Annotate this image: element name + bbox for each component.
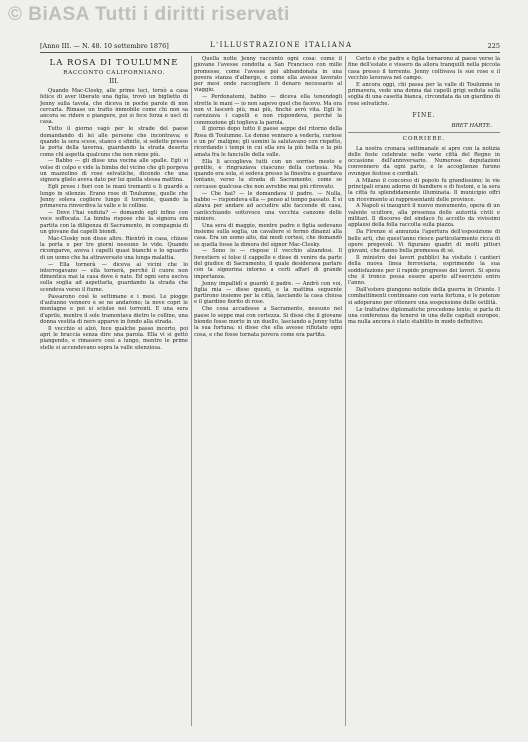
header-rule	[40, 52, 500, 53]
paragraph: Il vecchio si alzò, fece qualche passo incerto, poi aprì le braccia senza dire una parola. Ella vi si gettò piangendo, e rimasero così a lungo, mentre le prime stelle si accendevano sopra la valle silenziosa.	[40, 325, 188, 351]
paragraph: Da Firenze si annunzia l'apertura dell'esposizione di belle arti, che quest'anno riesce particolarmente ricca di opere pregevoli. Vi figurano quadri di molti pittori giovani, che danno bella promessa di sé.	[348, 229, 500, 255]
column-2	[194, 56, 342, 726]
paragraph: La nostra cronaca settimanale si apre con la notizia delle feste celebrate nelle varie città del Regno in occasione dell'anniversario. Numerose deputazioni convennero da ogni parte, e le accoglienze furono ovunque festose e cordiali.	[348, 145, 500, 177]
paragraph: Le trattative diplomatiche procedono lente; si parla di una conferenza da tenersi in una delle capitali europee, ma nulla ancora è stato stabilito in modo definitivo.	[348, 306, 500, 326]
issue-info: [Anno III. — N. 48. 10 settembre 1876]	[40, 42, 169, 50]
paragraph: Il giorno dopo tutto il paese seppe del ritorno della Rosa di Toulumne. Le donne vennero a vederla, curiose e un po' maligne; gli uomini la salutavano con rispetto, ricordando i tempi in cui ella era la più bella e la più amata fra le fanciulle della valle.	[194, 126, 342, 158]
paragraph: — Babbo — gli disse una vocina alle spalle. Egli si volse di colpo e vide la bimba del vicino che gli porgeva un mazzolino di rose selvatiche, dicendo che una signora glielo aveva dato per lui quella stessa mattina.	[40, 158, 188, 184]
paragraph: A Napoli si inaugurò il nuovo monumento, opera di un valente scultore, alla presenza delle autorità civili e militari. Il discorso del sindaco fu accolto da vivissimi applausi della folla raccolta sulla piazza.	[348, 203, 500, 229]
column-1	[40, 56, 188, 726]
paragraph: Tutto il giorno vagò per le strade del paese domandando di lei alle persone che incontrava; e quando la sera scese, stanco e sfinito, si sedette presso la porta della taverna, guardando la strada deserta come chi aspetta qualcuno che non viene più.	[40, 126, 188, 158]
column-3-body	[348, 56, 500, 325]
page-number: 225	[487, 42, 500, 50]
paragraph: Jenny impallidì e guardò il padre. — Andrò con voi, figlia mia — disse questi, e la mattina seguente partirono insieme per la città, lasciando la casa chiusa e il giardino fiorito di rose.	[194, 280, 342, 306]
story-author: BRET HARTE.	[451, 122, 492, 129]
chapter-number: III.	[109, 77, 119, 85]
story-end: FINE.	[412, 111, 436, 119]
paragraph: A Milano il concorso di popolo fu grandissimo; le vie principali erano adorne di bandiere e di festoni, e la sera la città fu splendidamente illuminata. Il municipio offrì un ricevimento ai rappresentanti delle province.	[348, 177, 500, 203]
paragraph: — Ella tornerà — diceva ai vicini che lo interrogavano — ella tornerà, perché il cuore non dimentica mai la casa dove è nato. Ed ogni sera usciva sulla soglia ad aspettarla, guardando la strada che scendeva verso il fiume.	[40, 261, 188, 293]
column-rule	[191, 56, 192, 726]
story-title: LA ROSA DI TOULUMNE	[49, 58, 179, 68]
paragraph: — Dove l'hai veduta? — domandò egli infine con voce soffocata. La bimba rispose che la signora era partita con la diligenza di Sacramento, in compagnia di un giovane dai capelli biondi.	[40, 210, 188, 235]
paragraph: Che cosa accadesse a Sacramento, nessuno nel paese lo seppe mai con certezza. Si disse che il giovane biondo fosse morto in un duello, lasciando a Jenny tutta la sua fortuna; si disse che ella avesse rifiutato ogni cosa, e che fosse tornata povera come era partita.	[194, 306, 342, 338]
paragraph: Mac-Closky non disse altro. Rientrò in casa, chiuse la porta e per tre giorni nessuno lo vide. Quando ricomparve, aveva i capelli quasi bianchi e lo sguardo di un uomo che ha attraversato una lunga malattia.	[40, 235, 188, 261]
paragraph: Una sera di maggio, mentre padre e figlia sedevano insieme sulla soglia, un cavaliere si fermò dinanzi alla casa. Era un uomo alto, dai modi cortesi, che domandò se quella fosse la dimora del signor Mac-Closky.	[194, 222, 342, 248]
story-subtitle: RACCONTO CALIFORNIANO.	[63, 70, 165, 76]
column-3	[348, 56, 500, 726]
paragraph: — Sono io — rispose il vecchio alzandosi. Il forestiero si tolse il cappello e disse di venire da parte del giudice di Sacramento, il quale desiderava parlare con la signorina intorno a certi affari di grande importanza.	[194, 248, 342, 280]
paragraph: Egli prese i fiori con le mani tremanti e li guardò a lungo in silenzio. Erano rose di Toulumne, quelle che Jenny soleva cogliere lungo il torrente, quando la primavera rinverdiva la valle e le colline.	[40, 184, 188, 210]
paragraph: — Che hai? — le domandava il padre. — Nulla, babbo — rispondeva ella — penso al tempo passato. E si alzava per andare ad accudire alle faccende di casa, canticchiando sottovoce una vecchia canzone delle miniere.	[194, 190, 342, 222]
paragraph: E ancora oggi, chi passa per la valle di Toulumne in primavera, vede una donna dai capelli grigi seduta sulla soglia di una casetta bianca, circondata da un giardino di rose selvatiche.	[348, 81, 500, 107]
paragraph: Passarono così le settimane e i mesi. Le piogge d'autunno vennero e se ne andarono; la neve coprì le montagne e poi si sciolse nei torrenti. E una sera d'aprile, mentre il sole tramontava dietro le colline, una donna vestita di nero apparve in fondo alla strada.	[40, 293, 188, 325]
section-rule	[348, 132, 500, 133]
masthead	[40, 40, 500, 52]
column-rule	[345, 56, 346, 726]
paragraph: Il ministro dei lavori pubblici ha visitato i cantieri della nuova linea ferroviaria, esprimendo la sua soddisfazione per il rapido progresso dei lavori. Si spera che il tronco possa essere aperto all'esercizio entro l'anno.	[348, 254, 500, 287]
section-title: CORRIERE.	[402, 136, 446, 143]
paragraph: Quella notte Jenny raccontò ogni cosa: come il giovane l'avesse condotta a San Francisco con mille promesse, come l'avesse poi abbandonata in una povera stanza d'albergo, e come ella avesse lavorato per mesi onde raccogliere il denaro necessario al viaggio.	[194, 56, 342, 94]
paragraph: — Perdonatemi, babbo — diceva ella tenendogli strette le mani — io non sapevo quel che facevo. Ma ora non vi lascerò più, mai più, finché avrò vita. Egli le carezzava i capelli e non rispondeva, perché la commozione gli toglieva la parola.	[194, 94, 342, 126]
paragraph: Certo è che padre e figlia tornarono al paese verso la fine dell'estate e vissero da allora tranquilli nella piccola casa presso il torrente. Jenny coltivava le sue rose e il vecchio lavorava nel campo.	[348, 56, 500, 81]
column-2-body	[194, 56, 342, 338]
paragraph: Dall'estero giungono notizie della guerra in Oriente. I combattimenti continuano con varia fortuna, e le potenze si adoperano per ottenere una sospensione delle ostilità.	[348, 287, 500, 306]
publication-title: L'ILLUSTRAZIONE ITALIANA	[210, 41, 353, 49]
column-1-body	[40, 88, 188, 351]
paragraph: Quando Mac-Closky, alle prime luci, tornò a casa felice di aver liberato una figlia, trovò un biglietto di Jenny sulla tavola, che diceva in poche parole di non cercarla. Rimase un tratto immobile come chi non sa ancora se ridere o piangere, poi si fece forza e uscì di casa.	[40, 88, 188, 126]
watermark: © BiASA Tutti i diritti riservati	[8, 4, 290, 25]
paragraph: Ella li accoglieva tutti con un sorriso mesto e gentile, e ringraziava ciascuno della cortesia. Ma quando era sola, si sedeva presso la finestra e guardava lontano, verso la strada di Sacramento, come se cercasse qualcosa che non avrebbe mai più ritrovato.	[194, 158, 342, 190]
